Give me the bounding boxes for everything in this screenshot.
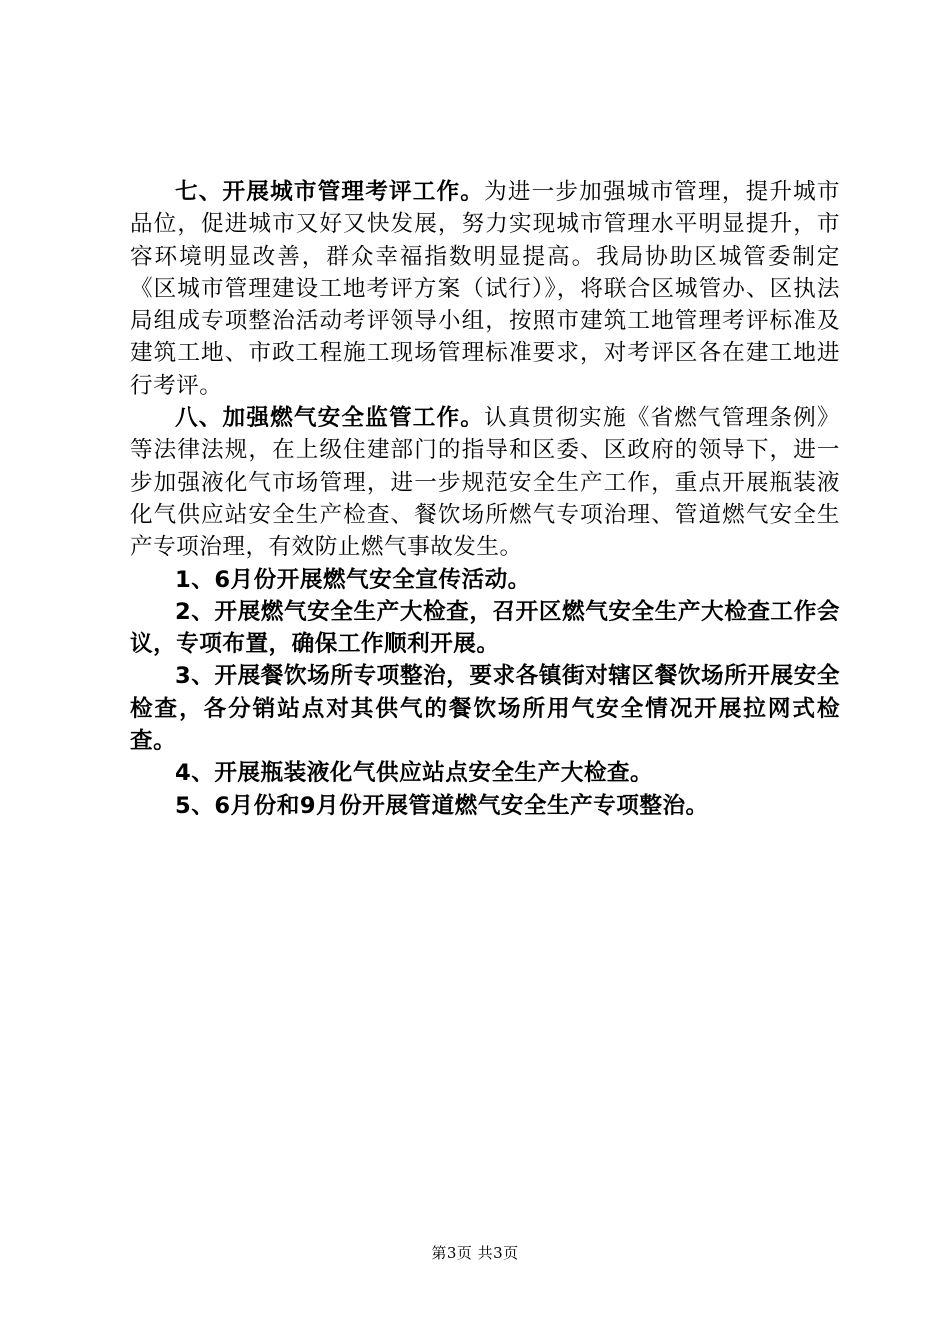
section-heading: 七、开展城市管理考评工作。 — [175, 179, 485, 205]
section-heading: 八、加强燃气安全监管工作。 — [175, 405, 485, 432]
list-item: 2、开展燃气安全生产大检查，召开区燃气安全生产大检查工作会议，专项布置，确保工作顺利开展。 — [130, 598, 840, 658]
list-item: 1、6月份开展燃气安全宣传活动。 — [175, 566, 531, 593]
section-city-management — [130, 176, 840, 402]
document-body — [130, 176, 840, 822]
section-text: 认真贯彻实施《省燃气管理条例》等法律法规，在上级住建部门的指导和区委、区政府的领导下，进一步加强液化气市场管理，进一步规范安全生产工作，重点开展瓶装液化气供应站安全生产检查、餐饮场所燃气专项治理、管道燃气安全生产专项治理，有效防止燃气事故发生。 — [130, 405, 841, 561]
section-gas-safety — [130, 402, 840, 563]
list-item: 4、开展瓶装液化气供应站点安全生产大检查。 — [175, 760, 654, 787]
list-item: 3、开展餐饮场所专项整治，要求各镇街对辖区餐饮场所开展安全检查，各分销站点对其供气的餐饮场所用气安全情况开展拉网式检查。 — [130, 663, 840, 755]
list-item: 5、6月份和9月份开展管道燃气安全生产专项整治。 — [175, 792, 709, 819]
section-text: 为进一步加强城市管理，提升城市品位，促进城市又好又快发展，努力实现城市管理水平明显提升，市容环境明显改善，群众幸福指数明显提高。我局协助区城管委制定《区城市管理建设工地考评方案（试行）》，将联合区城管办、区执法局组成专项整治活动考评领导小组，按照市建筑工地管理考评标准及建筑工地、市政工程施工现场管理标准要求，对考评区各在建工地进行考评。 — [130, 179, 841, 399]
page-number-footer: 第3页 共3页 — [431, 1244, 519, 1262]
